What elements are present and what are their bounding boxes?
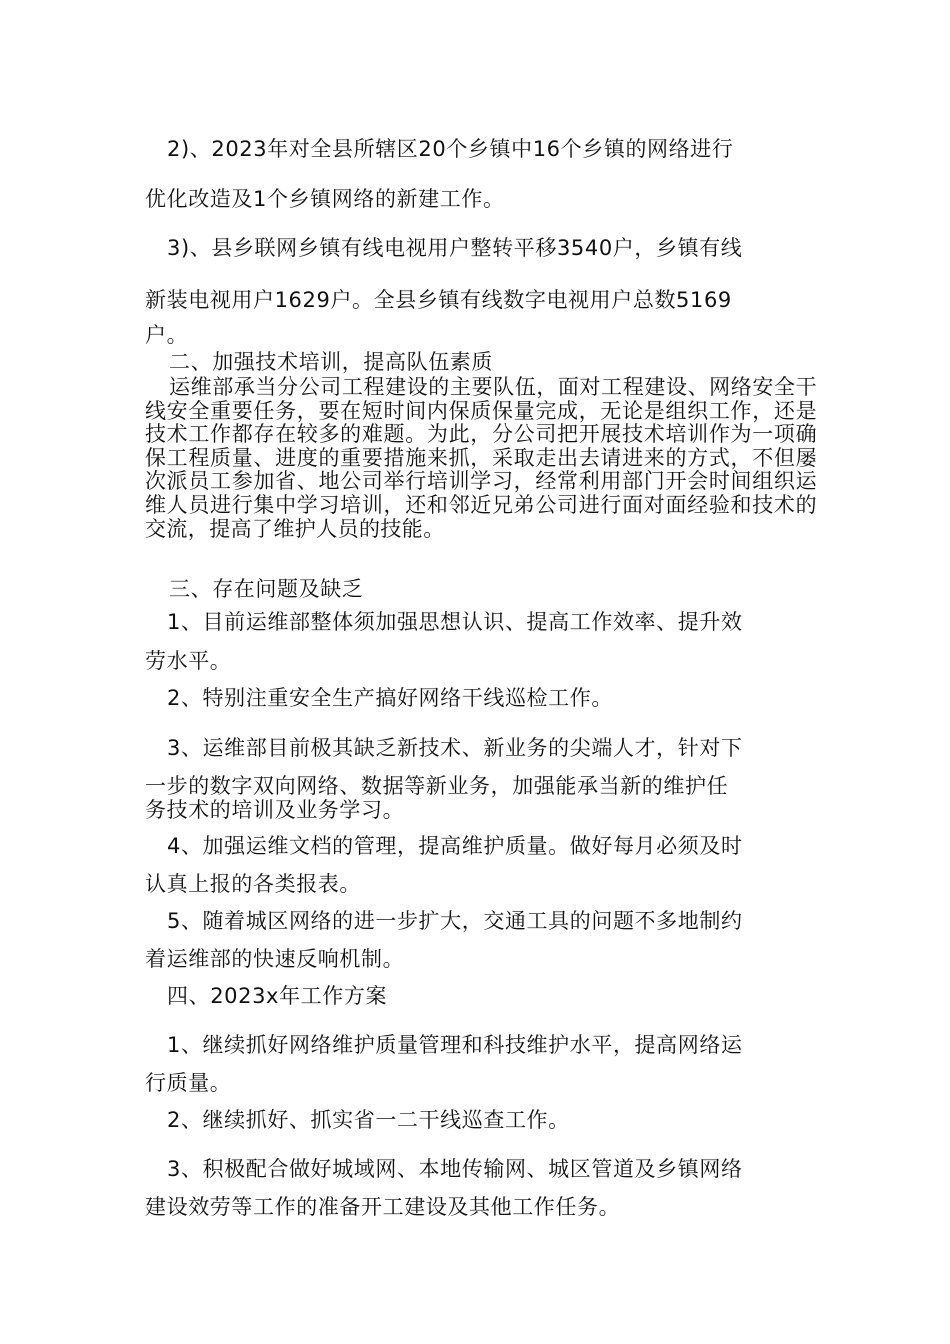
paragraph-plan-2: 2、继续抓好、抓实省一二干线巡查工作。	[167, 1108, 570, 1132]
paragraph-progress-3-line3: 户。	[145, 323, 189, 347]
section-heading-training: 二、加强技术培训，提高队伍素质	[169, 350, 493, 374]
paragraph-issue-4-line2: 认真上报的各类报表。	[145, 872, 361, 896]
paragraph-progress-3-line2: 新装电视用户1629户。全县乡镇有线数字电视用户总数5169	[145, 288, 732, 312]
section-heading-issues: 三、存在问题及缺乏	[169, 577, 364, 601]
paragraph-progress-3-line1: 3)、县乡联网乡镇有线电视用户整转平移3540户，乡镇有线	[167, 236, 743, 260]
paragraph-plan-3-line1: 3、积极配合做好城域网、本地传输网、城区管道及乡镇网络	[167, 1157, 743, 1181]
paragraph-issue-1-line2: 劳水平。	[145, 649, 232, 673]
paragraph-issue-3-line1: 3、运维部目前极其缺乏新技术、新业务的尖端人才，针对下	[167, 736, 743, 760]
paragraph-issue-5-line2: 着运维部的快速反响机制。	[145, 947, 405, 971]
paragraph-issue-3-line3: 务技术的培训及业务学习。	[145, 798, 405, 822]
paragraph-issue-4-line1: 4、加强运维文档的管理，提高维护质量。做好每月必须及时	[167, 834, 743, 858]
paragraph-plan-1-line2: 行质量。	[145, 1071, 232, 1095]
paragraph-issue-5-line1: 5、随着城区网络的进一步扩大，交通工具的问题不多地制约	[167, 909, 743, 933]
paragraph-training: 运维部承当分公司工程建设的主要队伍，面对工程建设、网络安全干线安全重要任务，要在短时间内保质保量完成，无论是组织工作，还是技术工作都存在较多的难题。为此，分公司把开展技术培训作为一项确保工程质量、进度的重要措施来抓，采取走出去请进来的方式，不但屡次派员工参加省、地公司举行培训学习，经常利用部门开会时间组织运维人员进行集中学习培训，还和邻近兄弟公司进行面对面经验和技术的交流，提高了维护人员的技能。	[145, 375, 817, 541]
paragraph-progress-2-line1: 2)、2023年对全县所辖区20个乡镇中16个乡镇的网络进行	[167, 137, 734, 161]
paragraph-issue-1-line1: 1、目前运维部整体须加强思想认识、提高工作效率、提升效	[167, 610, 743, 634]
paragraph-issue-3-line2: 一步的数字双向网络、数据等新业务，加强能承当新的维护任	[145, 774, 729, 798]
paragraph-progress-2-line2: 优化改造及1个乡镇网络的新建工作。	[145, 187, 505, 211]
paragraph-issue-2: 2、特别注重安全生产搞好网络干线巡检工作。	[167, 686, 613, 710]
paragraph-plan-3-line2: 建设效劳等工作的准备开工建设及其他工作任务。	[145, 1195, 621, 1219]
paragraph-plan-1-line1: 1、继续抓好网络维护质量管理和科技维护水平，提高网络运	[167, 1033, 743, 1057]
section-heading-plan: 四、2023x年工作方案	[167, 984, 388, 1008]
